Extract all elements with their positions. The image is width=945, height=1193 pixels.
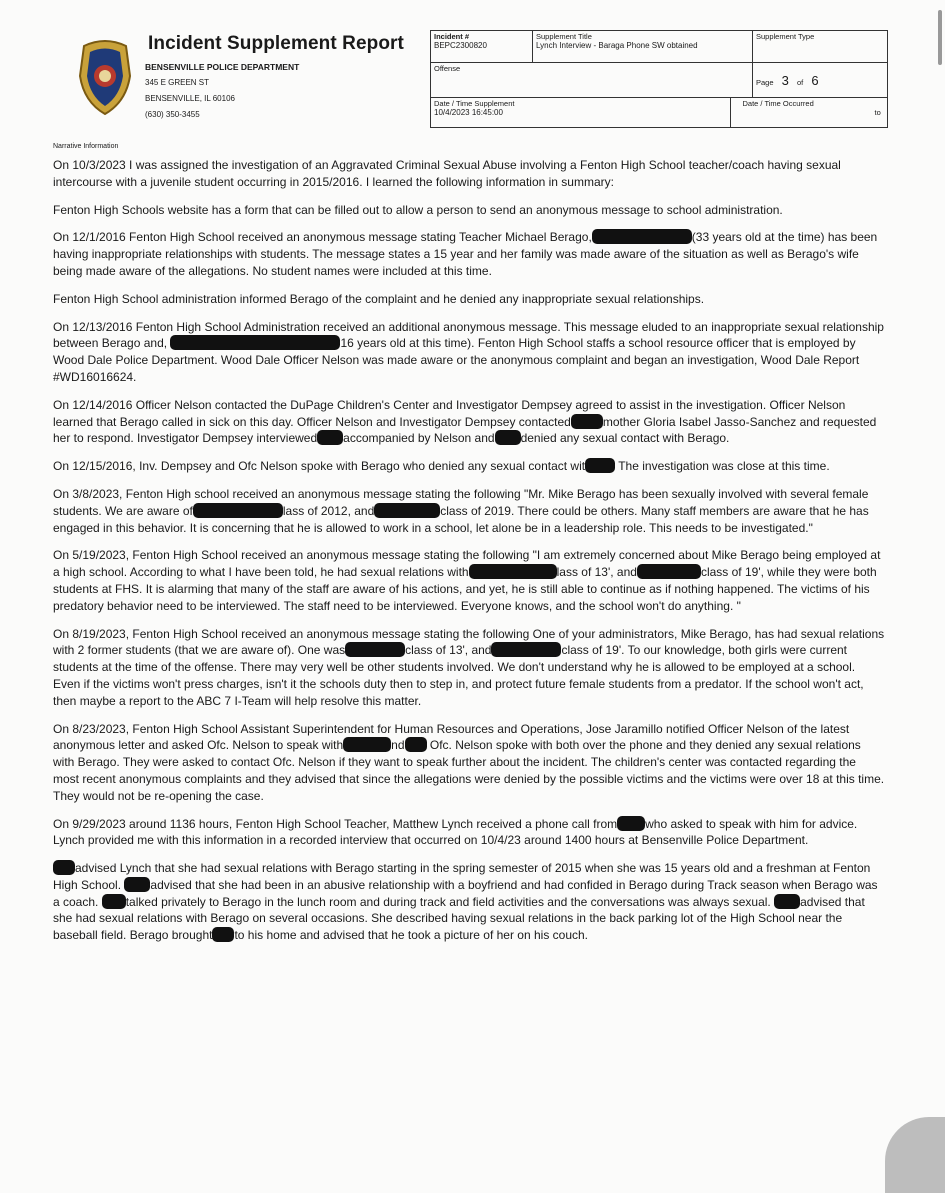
redaction-block [193, 503, 283, 518]
narrative-paragraph [53, 319, 885, 386]
narrative-text: class of 19'. To our knowledge, both girls were current students at the time of the offense. There may very well be other students involved. We don't understand why he is allowed to be employed at a school. Even if the victims won't press charges, isn't it the schools duty then to step in, and protect future female students from a predator. If the school won't act, then maybe a report to the ABC 7 I-Team will help resolve this matter. [53, 643, 864, 708]
narrative-text: On 12/13/2016 Fenton High School Administration received an additional anonymous message. This message eluded to an inappropriate sexual relationship between Berago and, [53, 319, 884, 351]
narrative-paragraph [53, 486, 885, 536]
incident-cell [431, 31, 533, 63]
narrative-paragraph [53, 229, 885, 279]
redaction-block [469, 564, 557, 579]
narrative-text: On 8/23/2023, Fenton High School Assistant Superintendent for Human Resources and Operations, Jose Jaramillo notified Officer Nelson of the latest anonymous letter and asked Ofc. Nelson to speak with [53, 721, 850, 753]
page-curl-corner [885, 1117, 945, 1193]
redaction-block [637, 564, 701, 579]
address-city: BENSENVILLE, IL 60106 [145, 94, 235, 103]
redaction-block [170, 335, 340, 350]
page-total: 6 [811, 72, 819, 88]
narrative-text: advised Lynch that she had sexual relations with Berago starting in the spring semester of 2015 when she was 15 years old and a freshman at Fenton High School. [53, 861, 871, 892]
redaction-block [491, 642, 561, 657]
narrative-text: lass of 13', and [556, 565, 637, 580]
date-occurred-cell [731, 98, 888, 128]
narrative-paragraph [53, 547, 885, 614]
narrative-paragraph [53, 458, 885, 475]
date-occurred-label: Date / Time Occurred [742, 99, 814, 109]
narrative-text: On 12/15/2016, Inv. Dempsey and Ofc Nelson spoke with Berago who denied any sexual contact wit [53, 459, 586, 474]
offense-cell [431, 62, 753, 98]
department-name: BENSENVILLE POLICE DEPARTMENT [145, 62, 300, 72]
narrative-text: The investigation was close at this time. [618, 459, 830, 474]
to-label: to [874, 108, 881, 118]
redaction-block [374, 503, 440, 518]
narrative-text: Fenton High School administration informed Berago of the complaint and he denied any inappropriate sexual relationships. [53, 291, 705, 306]
narrative-text: mother Gloria Isabel Jasso-Sanchez and requested her to respond. Investigator Dempsey interviewed [53, 414, 877, 446]
narrative-paragraph [53, 626, 885, 710]
narrative-text: Ofc. Nelson spoke with both over the phone and they denied any sexual relations with Berago. They were asked to contact Ofc. Nelson if they want to speak further about the incident. The children's center was contacted regarding the most recent anonymous complaints and they advised that since the allegations were denied by the possible victims and the victims were over 18 at this time. They would not be re-opening the case. [53, 738, 885, 803]
narrative-label: Narrative Information [53, 143, 119, 150]
narrative-text: who asked to speak with him for advice. Lynch provided me with this information in a recorded interview that occurred on 10/4/23 around 1400 hours at Bensenville Police Department. [53, 816, 858, 848]
redaction-block [592, 229, 692, 244]
page-number: 3 [781, 72, 789, 88]
page-label: Page [756, 77, 774, 87]
narrative-text: On 12/1/2016 Fenton High School received an anonymous message stating Teacher Michael Berago, [53, 230, 592, 245]
narrative-text: advised that she had been in an abusive relationship with a boyfriend and had confided in Berago during Track season when Berago was a coach. [53, 877, 878, 909]
redaction-block [124, 877, 150, 892]
date-supplement-value: 10/4/2023 16:45:00 [434, 108, 503, 118]
supplement-type-label: Supplement Type [756, 32, 815, 41]
redaction-block [571, 414, 603, 429]
narrative-text: On 10/3/2023 I was assigned the investigation of an Aggravated Criminal Sexual Abuse involving a Fenton High School teacher/coach having sexual intercourse with a juvenile student occurring in 2015/2016. I learned the following information in summary: [53, 158, 841, 189]
incident-label: Incident # [434, 32, 470, 41]
incident-number: BEPC2300820 [434, 41, 487, 50]
offense-label: Offense [434, 63, 461, 73]
supplement-type-cell [753, 31, 888, 63]
of-label: of [796, 77, 804, 87]
redaction-block [617, 816, 645, 831]
narrative-text: class of 19', while they were both students at FHS. It is alarming that many of the staff are aware of his actions, and yet, he is still able to continue as if nothing happened. The victims of his predatory behavior need to be interviewed. The staff need to be interviewed. Everyone knows, and the school won't do anything. " [53, 565, 877, 613]
narrative-text: advised that she had sexual relations with Berago on several occasions. She described having sexual relations in the back parking lot of the High School near the baseball field. Berago brought [53, 894, 865, 943]
narrative-text: denied any sexual contact with Berago. [520, 431, 730, 446]
redaction-block [405, 737, 427, 752]
redaction-block [345, 642, 405, 657]
narrative-text: accompanied by Nelson and [343, 431, 495, 446]
narrative-text: class of 13', and [405, 643, 492, 658]
date-supplement-label: Date / Time Supplement [434, 99, 515, 109]
narrative-text: to his home and advised that he took a picture of her on his couch. [234, 928, 589, 943]
scrollbar[interactable] [938, 10, 942, 65]
narrative-paragraph [53, 816, 885, 850]
redaction-block [212, 927, 234, 942]
redaction-block [495, 430, 521, 445]
narrative-text: On 5/19/2023, Fenton High School received an anonymous message stating the following "I am extremely concerned about Mike Berago being employed at a high school. According to what I have been told, he had sexual relations with [53, 548, 881, 580]
report-title: Incident Supplement Report [148, 33, 404, 54]
narrative-text: talked privately to Berago in the lunch room and during track and field activities and the conversations was always sexual. [125, 894, 771, 909]
narrative-text: lass of 2012, and [282, 503, 375, 518]
narrative-text: class of 2019. There could be others. Many staff members are aware that he has engaged in this behavior. It is concerning that he is allowed to work in a school, let alone be in a leadership role. This needs to be investigated." [53, 503, 869, 535]
narrative-paragraph [53, 291, 885, 308]
redaction-block [317, 430, 343, 445]
address-street: 345 E GREEN ST [145, 78, 210, 87]
incident-info-box [430, 30, 888, 128]
narrative-text: On 12/14/2016 Officer Nelson contacted the DuPage Children's Center and Investigator Dempsey agreed to assist in the investigation. Officer Nelson learned that Berago called in sick on this day. Officer Nelson and Investigator Dempsey contacted [53, 397, 846, 429]
redaction-block [774, 894, 800, 909]
narrative-text: On 8/19/2023, Fenton High School received an anonymous message stating the following One of your administrators, Mike Berago, has had sexual relations with 2 former students (that we are aware of). One was [53, 626, 885, 658]
narrative-text: nd [391, 738, 405, 753]
narrative-text: (33 years old at the time) has been having inappropriate relationships with students. The message states a 15 year and her family was made aware of the situation as well as Berago's wife being made aware of the allegations. No student names were included at this time. [53, 230, 878, 278]
narrative-text: 16 years old at this time). Fenton High School staffs a school resource officer that is employed by Wood Dale Police Department. Wood Dale Officer Nelson was made aware or the anonymous complaint and began an investigation, Wood Dale Report #WD16016624. [53, 336, 860, 384]
narrative-paragraph [53, 860, 885, 944]
page-cell [753, 62, 888, 98]
narrative-paragraph [53, 721, 885, 805]
narrative-paragraph [53, 397, 885, 447]
police-badge-icon [76, 36, 134, 116]
supplement-title-cell [533, 31, 753, 63]
narrative-text: Fenton High Schools website has a form that can be filled out to allow a person to send an anonymous message to school administration. [53, 202, 783, 217]
narrative-paragraph [53, 202, 885, 219]
date-supplement-cell [431, 98, 731, 128]
narrative-body [53, 157, 885, 955]
redaction-block [343, 737, 391, 752]
narrative-paragraph [53, 157, 885, 191]
supplement-title-value: Lynch Interview - Baraga Phone SW obtained [536, 41, 698, 50]
redaction-block [53, 860, 75, 875]
narrative-text: On 3/8/2023, Fenton High school received an anonymous message stating the following "Mr. Mike Berago has been sexually involved with several female students. We are aware of [53, 486, 869, 518]
phone-number: (630) 350-3455 [145, 110, 200, 119]
redaction-block [102, 894, 126, 909]
narrative-text: On 9/29/2023 around 1136 hours, Fenton High School Teacher, Matthew Lynch received a phone call from [53, 816, 618, 831]
redaction-block [585, 458, 615, 473]
supplement-title-label: Supplement Title [536, 32, 592, 41]
